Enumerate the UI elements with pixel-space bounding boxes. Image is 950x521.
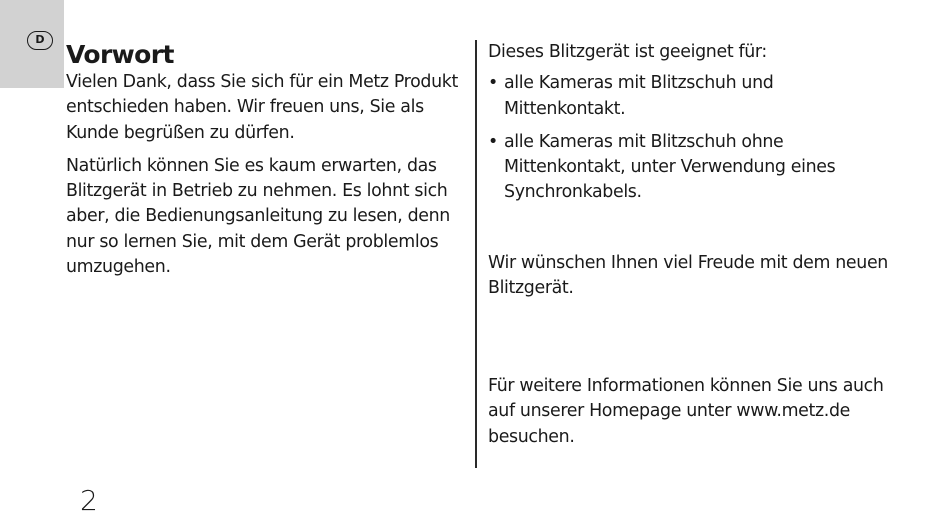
wish-paragraph: Wir wünschen Ihnen viel Freude mit dem neuen Blitzgerät. — [488, 253, 888, 299]
intro-paragraph: Vielen Dank, dass Sie sich für ein Metz Produkt entschieden haben. Wir freuen uns, Sie als Kunde begrüßen zu dürfen. — [66, 72, 458, 143]
compatibility-list — [488, 71, 898, 205]
list-item — [488, 130, 898, 206]
list-item-text: alle Kameras mit Blitzschuh ohne Mittenkontakt, unter Verwendung eines Synchronkabels. — [504, 131, 836, 203]
bullet-icon: • — [488, 73, 498, 94]
column-divider — [475, 40, 477, 468]
page-number: 2 — [80, 484, 98, 517]
info-paragraph: Für weitere Informationen können Sie uns auch auf unserer Homepage unter www.metz.de besuchen. — [488, 376, 884, 447]
right-column — [488, 40, 898, 447]
list-item — [488, 71, 898, 122]
language-badge: D — [27, 31, 53, 50]
compatibility-intro: Dieses Blitzgerät ist geeignet für: — [488, 42, 767, 62]
left-column — [66, 40, 462, 280]
language-tab — [0, 0, 64, 88]
manual-paragraph: Natürlich können Sie es kaum erwarten, das Blitzgerät in Betrieb zu nehmen. Es lohnt sich aber, die Bedienungsanleitung zu lesen, denn nur so lernen Sie, mit dem Gerät problemlos umzugehen. — [66, 155, 450, 278]
list-item-text: alle Kameras mit Blitzschuh und Mittenkontakt. — [504, 73, 774, 119]
bullet-icon: • — [488, 131, 498, 152]
section-title: Vorwort — [66, 40, 174, 69]
